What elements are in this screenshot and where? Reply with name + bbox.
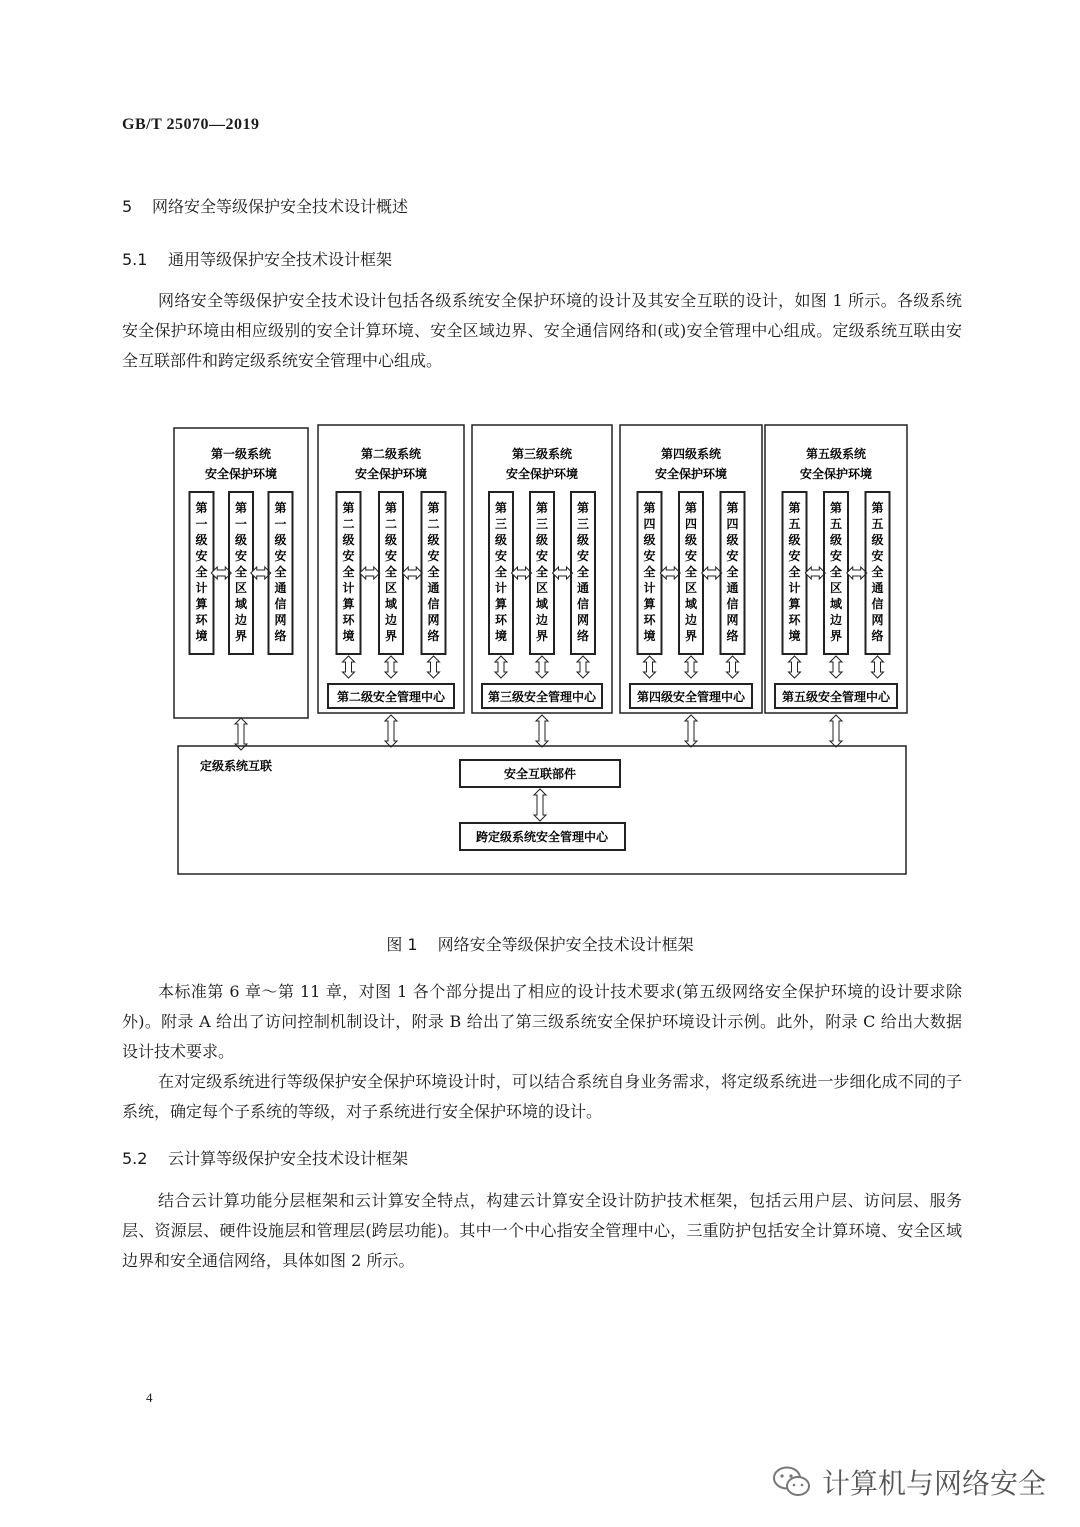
column-label: 第五级安全通信网络 <box>871 501 884 643</box>
level-5-column-1 <box>783 492 807 654</box>
level-2-column-2 <box>379 492 403 654</box>
level-title-line1: 第一级系统 <box>210 447 272 461</box>
level-to-interconnect-arrow <box>235 718 247 750</box>
column-label: 第二级安全区域边界 <box>384 501 398 643</box>
level-title-line1: 第三级系统 <box>511 447 573 461</box>
level-mgmt-label: 第三级安全管理中心 <box>487 690 597 704</box>
level-4-column-3 <box>721 492 745 654</box>
level-2-group <box>318 425 464 747</box>
section-title: 云计算等级保护安全技术设计框架 <box>168 1149 409 1168</box>
paragraph-2: 本标准第 6 章～第 11 章，对图 1 各个部分提出了相应的设计技术要求(第五级网络安全保护环境的设计要求除外)。附录 A 给出了访问控制机制设计，附录 B 给出了第三级系统安全保护环境设计示例。此外，附录 C 给出大数据设计技术要求。 <box>122 982 962 1061</box>
level-4-group <box>620 425 762 747</box>
page-number: 4 <box>146 1390 153 1405</box>
column-label: 第二级安全通信网络 <box>427 501 440 643</box>
paragraph-4: 结合云计算功能分层框架和云计算安全特点，构建云计算安全设计防护技术框架，包括云用户层、访问层、服务层、资源层、硬件设施层和管理层(跨层功能)。其中一个中心指安全管理中心，三重防护包括安全计算环境、安全区域边界和安全通信网络，具体如图 2 所示。 <box>122 1191 962 1270</box>
level-1-column-2 <box>229 492 253 654</box>
column-link-arrow <box>702 567 722 579</box>
paragraph-3: 在对定级系统进行等级保护安全保护环境设计时，可以结合系统自身业务需求，将定级系统进一步细化成不同的子系统，确定每个子系统的等级，对子系统进行安全保护环境的设计。 <box>122 1072 962 1121</box>
interconnect-arrow <box>534 789 546 821</box>
section-5-heading <box>122 194 408 217</box>
column-link-arrow <box>805 567 825 579</box>
caption-title: 网络安全等级保护安全技术设计框架 <box>437 935 694 954</box>
level-mgmt-label: 第二级安全管理中心 <box>336 690 446 704</box>
column-label: 第一级安全通信网络 <box>274 501 287 643</box>
column-link-arrow <box>512 567 532 579</box>
interconnect-component-label: 安全互联部件 <box>503 767 577 781</box>
level-3-column-3 <box>571 492 595 654</box>
section-title: 通用等级保护安全技术设计框架 <box>168 250 393 269</box>
column-to-mgmt-arrow <box>727 656 739 678</box>
column-label: 第四级安全区域边界 <box>684 501 698 643</box>
column-to-mgmt-arrow <box>343 656 355 678</box>
column-label: 第二级安全计算环境 <box>342 501 355 643</box>
column-to-mgmt-arrow <box>536 656 548 678</box>
column-to-mgmt-arrow <box>685 656 697 678</box>
section-number: 5 <box>122 197 133 216</box>
column-to-mgmt-arrow <box>428 656 440 678</box>
levels-layer <box>174 425 907 750</box>
section-number: 5.1 <box>122 250 148 269</box>
level-5-column-2 <box>824 492 848 654</box>
level-1-column-3 <box>269 492 293 654</box>
level-2-column-1 <box>337 492 361 654</box>
column-link-arrow <box>847 567 867 579</box>
column-link-arrow <box>360 567 380 579</box>
level-title-line1: 第五级系统 <box>805 447 867 461</box>
level-2-column-3 <box>422 492 446 654</box>
level-title-line2: 安全保护环境 <box>799 467 873 481</box>
column-label: 第一级安全区域边界 <box>234 501 248 643</box>
column-to-mgmt-arrow <box>577 656 589 678</box>
watermark-text: 计算机与网络安全 <box>821 1467 1046 1500</box>
column-label: 第三级安全计算环境 <box>494 501 508 643</box>
figure-1-caption <box>0 932 1080 955</box>
document-code: GB/T 25070—2019 <box>122 116 260 133</box>
section-5-1-heading <box>122 247 392 270</box>
column-label: 第四级安全计算环境 <box>643 501 656 643</box>
level-3-group <box>472 425 612 747</box>
column-to-mgmt-arrow <box>495 656 507 678</box>
paragraph-1: 网络安全等级保护安全技术设计包括各级系统安全保护环境的设计及其安全互联的设计，如图 1 所示。各级系统安全保护环境由相应级别的安全计算环境、安全区域边界、安全通信网络和(或)安全管理中心组成。定级系统互联由安全互联部件和跨定级系统安全管理中心组成。 <box>122 291 962 370</box>
level-title-line2: 安全保护环境 <box>204 467 278 481</box>
column-to-mgmt-arrow <box>872 656 884 678</box>
wechat-icon <box>772 1465 812 1499</box>
level-title-line2: 安全保护环境 <box>505 467 579 481</box>
column-label: 第五级安全区域边界 <box>829 501 843 643</box>
level-to-interconnect-arrow <box>536 715 548 747</box>
figure-1-diagram <box>170 420 915 880</box>
level-3-column-1 <box>489 492 513 654</box>
level-title-line1: 第二级系统 <box>360 447 422 461</box>
column-link-arrow <box>402 567 422 579</box>
section-number: 5.2 <box>122 1149 148 1168</box>
level-title-line1: 第四级系统 <box>660 447 722 461</box>
level-to-interconnect-arrow <box>830 715 842 747</box>
column-to-mgmt-arrow <box>830 656 842 678</box>
level-to-interconnect-arrow <box>385 715 397 747</box>
column-label: 第一级安全计算环境 <box>195 501 208 643</box>
column-link-arrow <box>553 567 573 579</box>
column-label: 第四级安全通信网络 <box>726 501 739 643</box>
column-to-mgmt-arrow <box>644 656 656 678</box>
level-title-line2: 安全保护环境 <box>654 467 728 481</box>
level-4-column-1 <box>638 492 662 654</box>
section-title: 网络安全等级保护安全技术设计概述 <box>152 197 409 216</box>
level-title-line2: 安全保护环境 <box>354 467 428 481</box>
column-to-mgmt-arrow <box>385 656 397 678</box>
level-3-column-2 <box>530 492 554 654</box>
level-mgmt-label: 第四级安全管理中心 <box>636 690 746 704</box>
interconnect-label: 定级系统互联 <box>200 759 273 773</box>
level-5-group <box>765 425 907 747</box>
level-4-column-2 <box>679 492 703 654</box>
section-5-2-heading <box>122 1146 408 1169</box>
level-5-column-3 <box>866 492 890 654</box>
level-to-interconnect-arrow <box>685 715 697 747</box>
level-1-group <box>174 428 308 750</box>
watermark <box>772 1462 1046 1502</box>
caption-number: 图 1 <box>386 935 418 954</box>
column-label: 第三级安全区域边界 <box>535 501 549 643</box>
column-link-arrow <box>660 567 680 579</box>
cross-mgmt-label: 跨定级系统安全管理中心 <box>475 830 609 844</box>
column-label: 第三级安全通信网络 <box>576 501 590 643</box>
column-to-mgmt-arrow <box>789 656 801 678</box>
column-label: 第五级安全计算环境 <box>788 501 801 643</box>
level-1-column-1 <box>190 492 214 654</box>
level-mgmt-label: 第五级安全管理中心 <box>781 690 891 704</box>
